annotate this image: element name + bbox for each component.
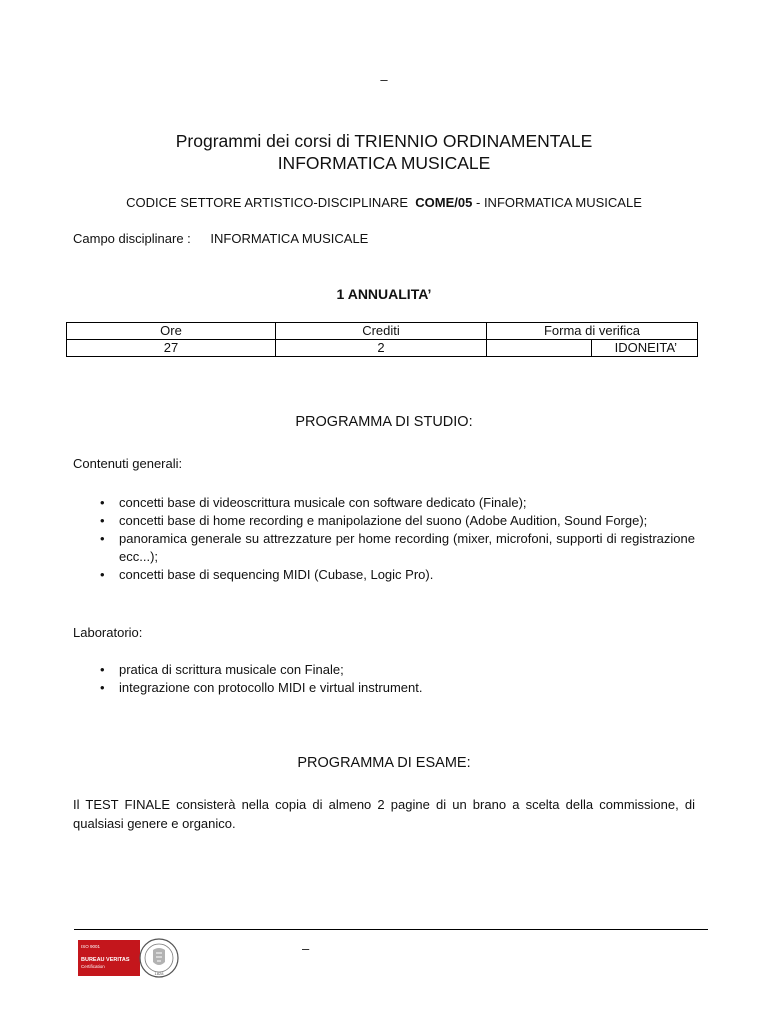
programma-esame-text: Il TEST FINALE consisterà nella copia di almeno 2 pagine di un brano a scelta della commissione, di qualsiasi genere e organico.	[73, 797, 695, 831]
table-cell-crediti: 2	[276, 340, 487, 357]
contenuti-list	[73, 494, 695, 584]
logo-iso-text: ISO 9001	[81, 944, 101, 949]
logo-brand-text: BUREAU VERITAS	[81, 957, 130, 963]
bullet-icon: •	[100, 531, 105, 546]
title-line-2: INFORMATICA MUSICALE	[277, 153, 491, 173]
codice-code: COME/05	[415, 195, 473, 210]
bullet-icon: •	[100, 495, 105, 510]
table-cell-ore: 27	[67, 340, 276, 357]
table-cell-forma: IDONEITA’	[592, 340, 698, 357]
list-item: • pratica di scrittura musicale con Finale;	[100, 662, 344, 677]
campo-value: INFORMATICA MUSICALE	[210, 231, 369, 246]
logo-cert-text: Certification	[81, 964, 105, 969]
header-dash: –	[380, 72, 388, 87]
title-line-1: Programmi dei corsi di TRIENNIO ORDINAMENTALE	[175, 131, 593, 151]
list-item: • concetti base di videoscrittura musicale con software dedicato (Finale);	[100, 495, 527, 510]
codice-suffix: - INFORMATICA MUSICALE	[476, 195, 642, 210]
footer-divider	[74, 929, 708, 930]
list-item: • concetti base di sequencing MIDI (Cubase, Logic Pro).	[100, 567, 434, 582]
campo-disciplinare	[73, 231, 368, 246]
table-header-forma: Forma di verifica	[487, 323, 698, 340]
codice-settore	[0, 195, 768, 210]
list-item: • concetti base di home recording e manipolazione del suono (Adobe Audition, Sound Forge);	[100, 513, 648, 528]
codice-prefix: CODICE SETTORE ARTISTICO-DISCIPLINARE	[126, 195, 409, 210]
certification-logo-icon	[78, 938, 181, 978]
laboratorio-list	[73, 661, 695, 697]
logo-year-text: 1828	[154, 971, 164, 976]
programma-esame-heading: PROGRAMMA DI ESAME:	[297, 755, 471, 771]
table-row	[67, 340, 698, 357]
footer-dash: –	[302, 941, 310, 956]
table-header-crediti: Crediti	[276, 323, 487, 340]
bullet-icon: •	[100, 513, 105, 528]
campo-label: Campo disciplinare :	[73, 231, 191, 246]
course-info-table	[66, 322, 698, 357]
table-header-row	[67, 323, 698, 340]
contenuti-label: Contenuti generali:	[73, 456, 183, 471]
laboratorio-label: Laboratorio:	[73, 625, 143, 640]
list-item: • panoramica generale su attrezzature per home recording (mixer, microfoni, supporti di registrazione ecc...);	[100, 531, 695, 564]
bullet-icon: •	[100, 567, 105, 582]
annualita-heading: 1 ANNUALITA’	[336, 286, 432, 302]
programma-studio-heading: PROGRAMMA DI STUDIO:	[295, 414, 473, 430]
bullet-icon: •	[100, 662, 105, 677]
bullet-icon: •	[100, 680, 105, 695]
table-header-ore: Ore	[67, 323, 276, 340]
table-cell-empty	[487, 340, 592, 357]
list-item: • integrazione con protocollo MIDI e virtual instrument.	[100, 680, 423, 695]
bureau-veritas-logo	[78, 938, 181, 978]
